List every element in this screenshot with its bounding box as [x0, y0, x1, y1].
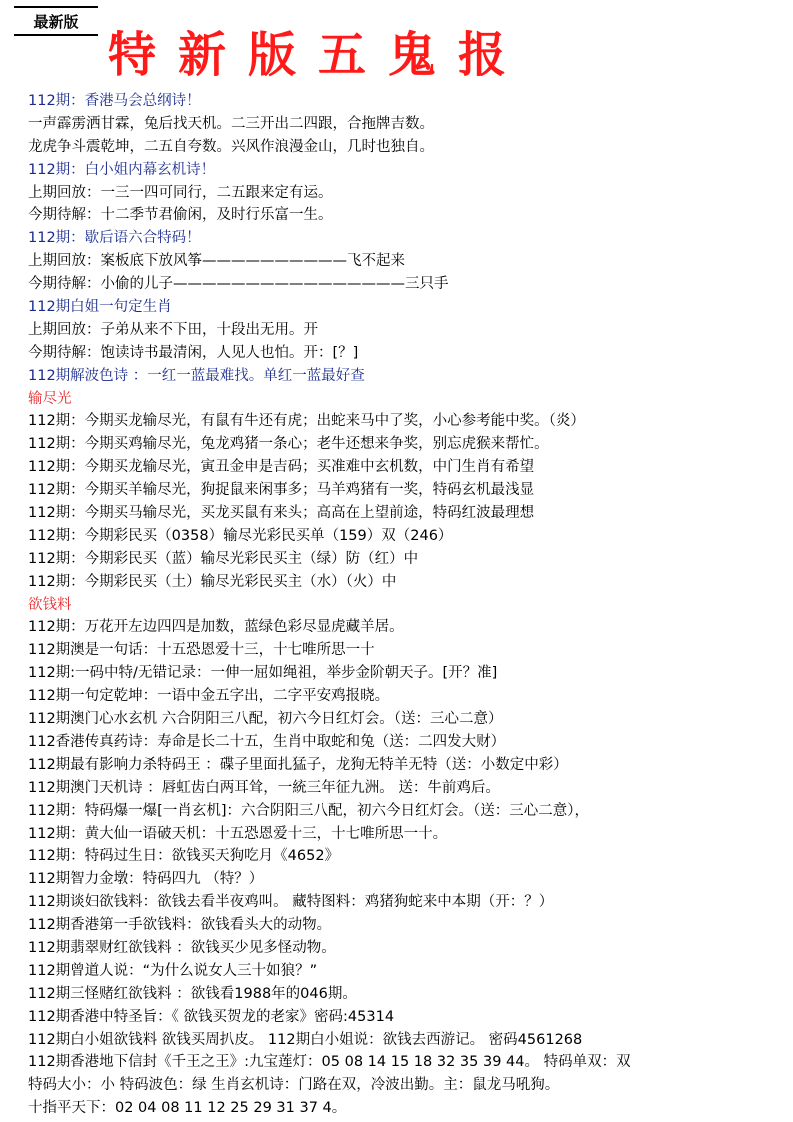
- text-line: 112期：今期买鸡输尽光，兔龙鸡猪一条心；老牛还想来争奖，别忘虎猴来帮忙。: [28, 436, 549, 453]
- text-line: 112期：今期买羊输尽光，狗捉鼠来闲事多；马羊鸡猪有一奖，特码玄机最浅显: [28, 482, 535, 499]
- topic-heading: 112期白姐一句定生肖: [28, 299, 172, 316]
- topic-heading: 112期：白小姐内幕玄机诗！: [28, 161, 216, 178]
- page-title: 特新版五鬼报: [108, 27, 529, 83]
- text-line: 112期：特码爆一爆[一肖玄机]：六合阴阳三八配，初六今日红灯会。（送：三心二意），: [28, 802, 589, 819]
- text-line: 十指平天下：02 04 08 11 12 25 29 31 37 4。: [28, 1100, 347, 1117]
- section-heading: 输尽光: [28, 390, 72, 407]
- text-line: 今期待解：小偷的儿子————————————————三只手: [28, 276, 449, 293]
- topic-heading: 112期：歇后语六合特码！: [28, 230, 201, 247]
- text-line: 特码大小：小 特码波色：绿 生肖玄机诗：门路在双，冷波出勤。主：鼠龙马吼狗。: [28, 1077, 560, 1094]
- text-line: 一声霹雳洒甘霖，兔后找天机。二三开出二四跟，合拖牌吉数。: [28, 115, 434, 132]
- text-line: 112期一句定乾坤：一语中金五字出，二字平安鸡报晓。: [28, 688, 390, 705]
- text-line: 112期香港地下信封《千王之王》:九宝莲灯：05 08 14 15 18 32 35 39 44。 特码单双：双: [28, 1054, 631, 1071]
- text-line: 112期：特码过生日：欲钱买天狗吃月《4652》: [28, 848, 340, 865]
- text-line: 112期香港第一手欲钱料：欲钱看头大的动物。: [28, 917, 332, 934]
- text-line: 112期：今期买龙输尽光，有鼠有牛还有虎；出蛇来马中了奖，小心参考能中奖。（炎）: [28, 413, 585, 430]
- topic-heading: 112期解波色诗 ：一红一蓝最难找。单红一蓝最好查: [28, 367, 365, 384]
- text-line: 112期澳门心水玄机 六合阴阳三八配，初六今日红灯会。（送：三心二意）: [28, 711, 503, 728]
- text-line: 上期回放：一三一四可同行，二五跟来定有运。: [28, 184, 333, 201]
- text-line: 112期智力金墩：特码四九 （特？）: [28, 871, 264, 888]
- text-line: 今期待解：十二季节君偷闲，及时行乐富一生。: [28, 207, 333, 224]
- text-line: 112期：今期买马输尽光，买龙买鼠有来头；高高在上望前途，特码红波最理想: [28, 505, 535, 522]
- text-line: 112期:一码中特/无错记录：一伸一屈如绳祖，举步金阶朝天子。[开？准]: [28, 665, 498, 682]
- text-line: 112期翡翠财红欲钱料 ：欲钱买少见多怪动物。: [28, 939, 336, 956]
- text-line: 112期澳是一句话：十五恐恩爱十三，十七唯所思一十: [28, 642, 375, 659]
- text-line: 112期：黄大仙一语破天机：十五恐恩爱十三，十七唯所思一十。: [28, 825, 448, 842]
- text-line: 112期三怪赌红欲钱料 ：欲钱看1988年的046期。: [28, 985, 357, 1002]
- text-line: 112期澳门天机诗 ：唇虹齿白两耳耸，一統三年征九洲。 送：牛前鸡后。: [28, 779, 500, 796]
- text-line: 112期：万花开左边四四是加数，蓝绿色彩尽显虎藏羊居。: [28, 619, 404, 636]
- text-line: 112期：今期彩民买（土）输尽光彩民买主（水）（火）中: [28, 573, 397, 590]
- text-line: 112期曾道人说：“为什么说女人三十如狼？”: [28, 962, 318, 979]
- text-line: 上期回放：子弟从来不下田，十段出无用。开: [28, 321, 318, 338]
- text-line: 112期香港中特圣旨：《 欲钱买贺龙的老家》密码:45314: [28, 1008, 395, 1025]
- latest-version-badge: 最新版: [14, 6, 98, 36]
- section-heading: 欲钱料: [28, 596, 72, 613]
- text-line: 112期谈妇欲钱料：欲钱去看半夜鸡叫。 藏特图料：鸡猪狗蛇来中本期（开：？）: [28, 894, 554, 911]
- text-line: 112期：今期彩民买（0358）输尽光彩民买单（159）双（246）: [28, 527, 453, 544]
- text-line: 112香港传真药诗：寿命是长二十五，生肖中取蛇和兔（送：二四发大财）: [28, 733, 506, 750]
- document-body: [28, 90, 785, 1120]
- text-line: 112期：今期买龙输尽光，寅丑金申是吉码；买准难中玄机数，中门生肖有希望: [28, 459, 535, 476]
- text-line: 112期白小姐欲钱料 欲钱买周扒皮。 112期白小姐说：欲钱去西游记。 密码4561268: [28, 1031, 583, 1048]
- text-line: 上期回放：案板底下放风筝——————————飞不起来: [28, 253, 405, 270]
- text-line: 龙虎争斗震乾坤，二五自夸数。兴风作浪漫金山，几时也独自。: [28, 138, 434, 155]
- text-line: 今期待解：饱读诗书最清闲，人见人也怕。开：[？]: [28, 344, 359, 361]
- text-line: 112期最有影响力杀特码王 ：碟子里面扎猛子，龙狗无特羊无特（送：小数定中彩）: [28, 756, 568, 773]
- text-line: 112期：今期彩民买（蓝）输尽光彩民买主（绿）防（红）中: [28, 550, 419, 567]
- topic-heading: 112期：香港马会总纲诗！: [28, 93, 201, 109]
